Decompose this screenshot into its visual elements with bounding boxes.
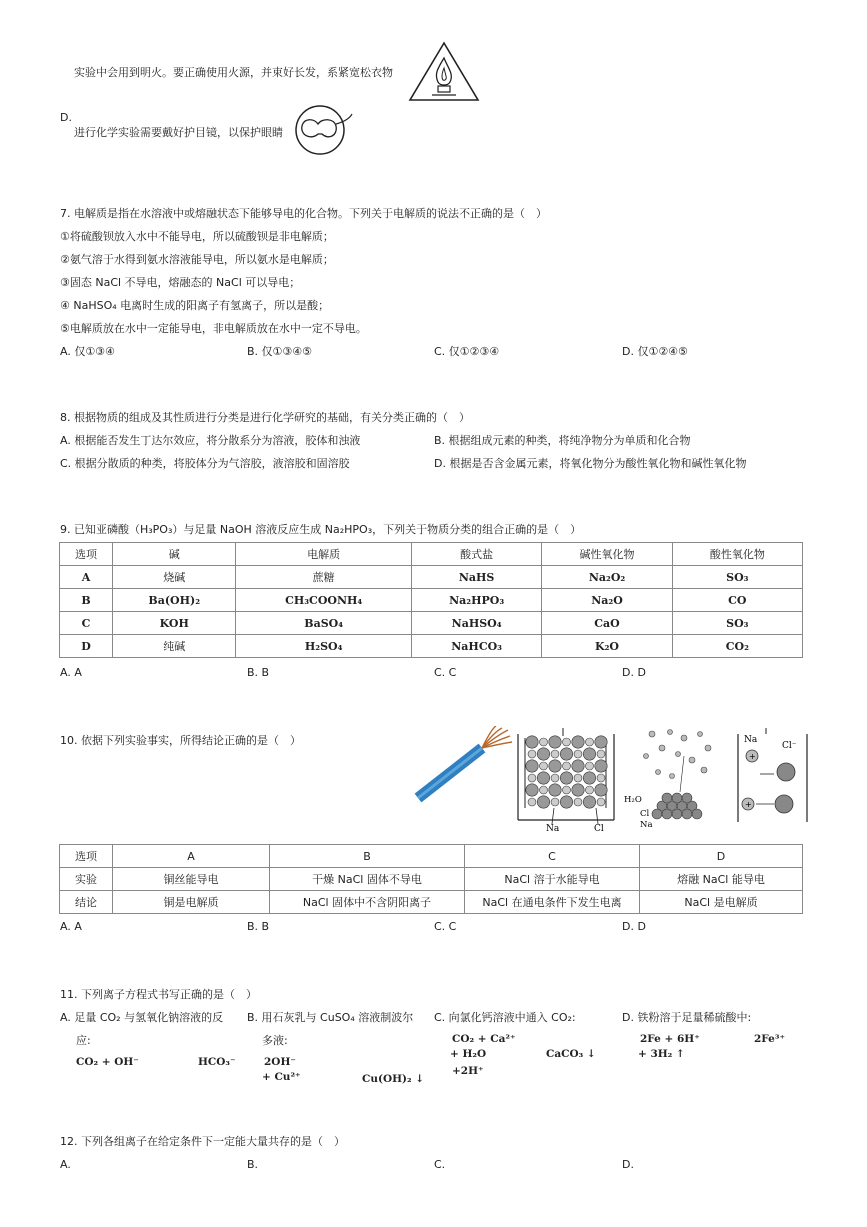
table-cell: B [60,589,113,612]
table-cell: H₂SO₄ [236,635,411,658]
q11-b-eq-right: Cu(OH)₂ ↓ [362,1073,425,1085]
table-cell: NaCl 固体中不含阴阳离子 [270,891,465,914]
na-label: Na [546,824,560,832]
chloride-ion [572,736,584,748]
table-cell: NaCl 是电解质 [640,891,803,914]
table-cell: NaCl 在通电条件下发生电离 [465,891,640,914]
q9-table [59,542,803,658]
table-cell: 铜是电解质 [113,891,270,914]
q11-d-eq-1: 2Fe + 6H⁺ [640,1033,700,1045]
q7-option-d[interactable]: D. 仅①②④⑤ [622,345,688,358]
table-row [60,566,803,589]
table-row [60,868,803,891]
na-label: Na [640,820,653,830]
sodium-ion [574,750,582,758]
table-cell: Na₂HPO₃ [411,589,541,612]
table-cell: 干燥 NaCl 固体不导电 [270,868,465,891]
q11-stem: 11. 下列离子方程式书写正确的是（ ） [60,988,257,1001]
chloride-ion [537,772,549,784]
table-header-cell: 酸式盐 [411,543,541,566]
nacl-solid-figure [516,728,618,832]
table-header-row [60,845,803,868]
table-cell: NaHS [411,566,541,589]
table-header-cell: C [465,845,640,868]
q11-a-eq-left: CO₂ + OH⁻ [76,1056,139,1068]
na-label: Na [744,735,758,745]
table-cell: D [60,635,113,658]
table-cell: 实验 [60,868,113,891]
q11-option-c[interactable]: C. 向氯化钙溶液中通入 CO₂: [434,1011,576,1024]
chloride-ion [595,784,607,796]
cl-ion-label: Cl⁻ [782,741,797,751]
table-cell: 纯碱 [113,635,236,658]
table-cell: Na₂O [542,589,672,612]
q11-option-a[interactable]: A. 足量 CO₂ 与氢氧化钠溶液的反 [60,1011,224,1024]
option-c-text: 实验中会用到明火。要正确使用火源，并束好长发，系紧宽松衣物 [74,66,393,79]
q10-option-a[interactable]: A. A [60,920,82,933]
table-cell: SO₃ [672,612,802,635]
table-cell: BaSO₄ [236,612,411,635]
sodium-ion [574,774,582,782]
q7-item-4: ④ NaHSO₄ 电离时生成的阳离子有氢离子，所以是酸； [60,299,330,312]
chloride-ion [572,784,584,796]
table-cell: Na₂O₂ [542,566,672,589]
chloride-ion [595,736,607,748]
table-cell: CO [672,589,802,612]
table-cell: A [60,566,113,589]
goggles-icon [292,104,354,156]
sodium-ion [540,762,548,770]
table-header-cell: 选项 [60,543,113,566]
sodium-ion [528,774,536,782]
table-cell: 铜丝能导电 [113,868,270,891]
q12-option-d[interactable]: D. [622,1158,634,1171]
q8-stem: 8. 根据物质的组成及其性质进行分类是进行化学研究的基础，有关分类正确的（ ） [60,411,470,424]
table-cell: CO₂ [672,635,802,658]
sodium-ion [551,774,559,782]
sodium-ion [528,798,536,806]
q11-a-eq-right: HCO₃⁻ [198,1056,236,1068]
q10-option-b[interactable]: B. B [247,920,270,933]
q12-option-c[interactable]: C. [434,1158,446,1171]
chloride-ion [560,748,572,760]
table-cell: KOH [113,612,236,635]
chloride-ion [583,772,595,784]
table-cell: Ba(OH)₂ [113,589,236,612]
q11-c-eq-2: + H₂O [450,1048,487,1060]
q7-option-b[interactable]: B. 仅①③④⑤ [247,345,312,358]
q8-option-c[interactable]: C. 根据分散质的种类，将胶体分为气溶胶，液溶胶和固溶胶 [60,457,350,470]
molten-nacl-figure [730,728,812,830]
q9-option-b[interactable]: B. B [247,666,270,679]
q7-item-5: ⑤电解质放在水中一定能导电，非电解质放在水中一定不导电。 [60,322,367,335]
q12-stem: 12. 下列各组离子在给定条件下一定能大量共存的是（ ） [60,1135,345,1148]
chloride-ion [526,736,538,748]
q10-table [59,844,803,914]
q11-c-eq-3: +2H⁺ [452,1065,484,1077]
q7-stem: 7. 电解质是指在水溶液中或熔融状态下能够导电的化合物。下列关于电解质的说法不正确的是（ ） [60,207,547,220]
table-row [60,635,803,658]
table-cell: C [60,612,113,635]
table-cell: NaCl 溶于水能导电 [465,868,640,891]
sodium-ion [574,798,582,806]
q11-c-eq-right: CaCO₃ ↓ [546,1048,596,1060]
copper-wire-figure [412,726,514,804]
sodium-ion [597,798,605,806]
table-header-cell: 碱 [113,543,236,566]
q11-option-d[interactable]: D. 铁粉溶于足量稀硫酸中: [622,1011,752,1024]
sodium-ion [563,762,571,770]
cl-label: Cl [640,809,650,819]
option-d-label: D. [60,111,72,124]
chloride-ion [583,796,595,808]
q8-option-d[interactable]: D. 根据是否含金属元素，将氧化物分为酸性氧化物和碱性氧化物 [434,457,747,470]
svg-text:+: + [745,800,752,809]
chloride-ion [549,736,561,748]
sodium-ion [563,738,571,746]
q11-d-eq-2: + 3H₂ ↑ [638,1048,685,1060]
table-cell: NaHCO₃ [411,635,541,658]
table-header-cell: 碱性氧化物 [542,543,672,566]
cl-label: Cl [594,824,604,832]
q10-option-d[interactable]: D. D [622,920,646,933]
sodium-ion [528,750,536,758]
chloride-ion [537,796,549,808]
q11-option-b[interactable]: B. 用石灰乳与 CuSO₄ 溶液制波尔 [247,1011,414,1024]
q7-item-3: ③固态 NaCl 不导电，熔融态的 NaCl 可以导电； [60,276,301,289]
sodium-ion [540,738,548,746]
sodium-ion [586,738,594,746]
sodium-ion [586,762,594,770]
table-row [60,589,803,612]
table-header-cell: 电解质 [236,543,411,566]
table-header-cell: 酸性氧化物 [672,543,802,566]
table-header-row [60,543,803,566]
q10-option-c[interactable]: C. C [434,920,457,933]
table-cell: 结论 [60,891,113,914]
q11-b-eq-2: + Cu²⁺ [262,1071,301,1083]
q11-d-eq-right: 2Fe³⁺ [754,1033,786,1045]
q7-option-c[interactable]: C. 仅①②③④ [434,345,500,358]
q7-item-1: ①将硫酸钡放入水中不能导电，所以硫酸钡是非电解质； [60,230,334,243]
q12-option-b[interactable]: B. [247,1158,259,1171]
q11-b-eq-1: 2OH⁻ [264,1056,296,1068]
table-cell: 烧碱 [113,566,236,589]
table-row [60,612,803,635]
chloride-ion [526,760,538,772]
chloride-ion [549,760,561,772]
q9-stem: 9. 已知亚磷酸（H₃PO₃）与足量 NaOH 溶液反应生成 Na₂HPO₃，下列关于物质分类的组合正确的是（ ） [60,523,582,536]
sodium-ion [597,774,605,782]
q9-option-d[interactable]: D. D [622,666,646,679]
sodium-ion [551,750,559,758]
q11-c-eq-1: CO₂ + Ca²⁺ [452,1033,516,1045]
q11-option-b-line2: 多液: [262,1034,288,1047]
table-cell: SO₃ [672,566,802,589]
table-header-cell: B [270,845,465,868]
water-label: H₂O [624,795,642,805]
table-cell: NaHSO₄ [411,612,541,635]
table-cell: K₂O [542,635,672,658]
sodium-ion [597,750,605,758]
chloride-ion [560,796,572,808]
fire-warning-icon [408,40,480,102]
table-cell: 蔗糖 [236,566,411,589]
q10-stem: 10. 依据下列实验事实，所得结论正确的是（ ） [60,734,301,747]
sodium-ion [563,786,571,794]
chloride-ion [526,784,538,796]
q9-option-a[interactable]: A. A [60,666,82,679]
chloride-ion [537,748,549,760]
q7-option-a[interactable]: A. 仅①③④ [60,345,115,358]
q9-option-c[interactable]: C. C [434,666,457,679]
table-header-cell: A [113,845,270,868]
svg-text:+: + [749,752,756,761]
sodium-ion [551,798,559,806]
table-header-cell: D [640,845,803,868]
table-cell: CH₃COONH₄ [236,589,411,612]
q7-item-2: ②氨气溶于水得到氨水溶液能导电，所以氨水是电解质； [60,253,334,266]
nacl-dissolving-figure [622,726,726,830]
table-cell: 熔融 NaCl 能导电 [640,868,803,891]
table-row [60,891,803,914]
q11-option-a-line2: 应: [76,1034,91,1047]
table-cell: CaO [542,612,672,635]
table-header-cell: 选项 [60,845,113,868]
sodium-ion [540,786,548,794]
chloride-ion [560,772,572,784]
chloride-ion [595,760,607,772]
chloride-ion [583,748,595,760]
q8-option-a[interactable]: A. 根据能否发生丁达尔效应，将分散系分为溶液，胶体和浊液 [60,434,361,447]
q8-option-b[interactable]: B. 根据组成元素的种类，将纯净物分为单质和化合物 [434,434,691,447]
chloride-ion [549,784,561,796]
q12-option-a[interactable]: A. [60,1158,71,1171]
chloride-ion [572,760,584,772]
option-d-text: 进行化学实验需要戴好护目镜，以保护眼睛 [74,126,283,139]
sodium-ion [586,786,594,794]
